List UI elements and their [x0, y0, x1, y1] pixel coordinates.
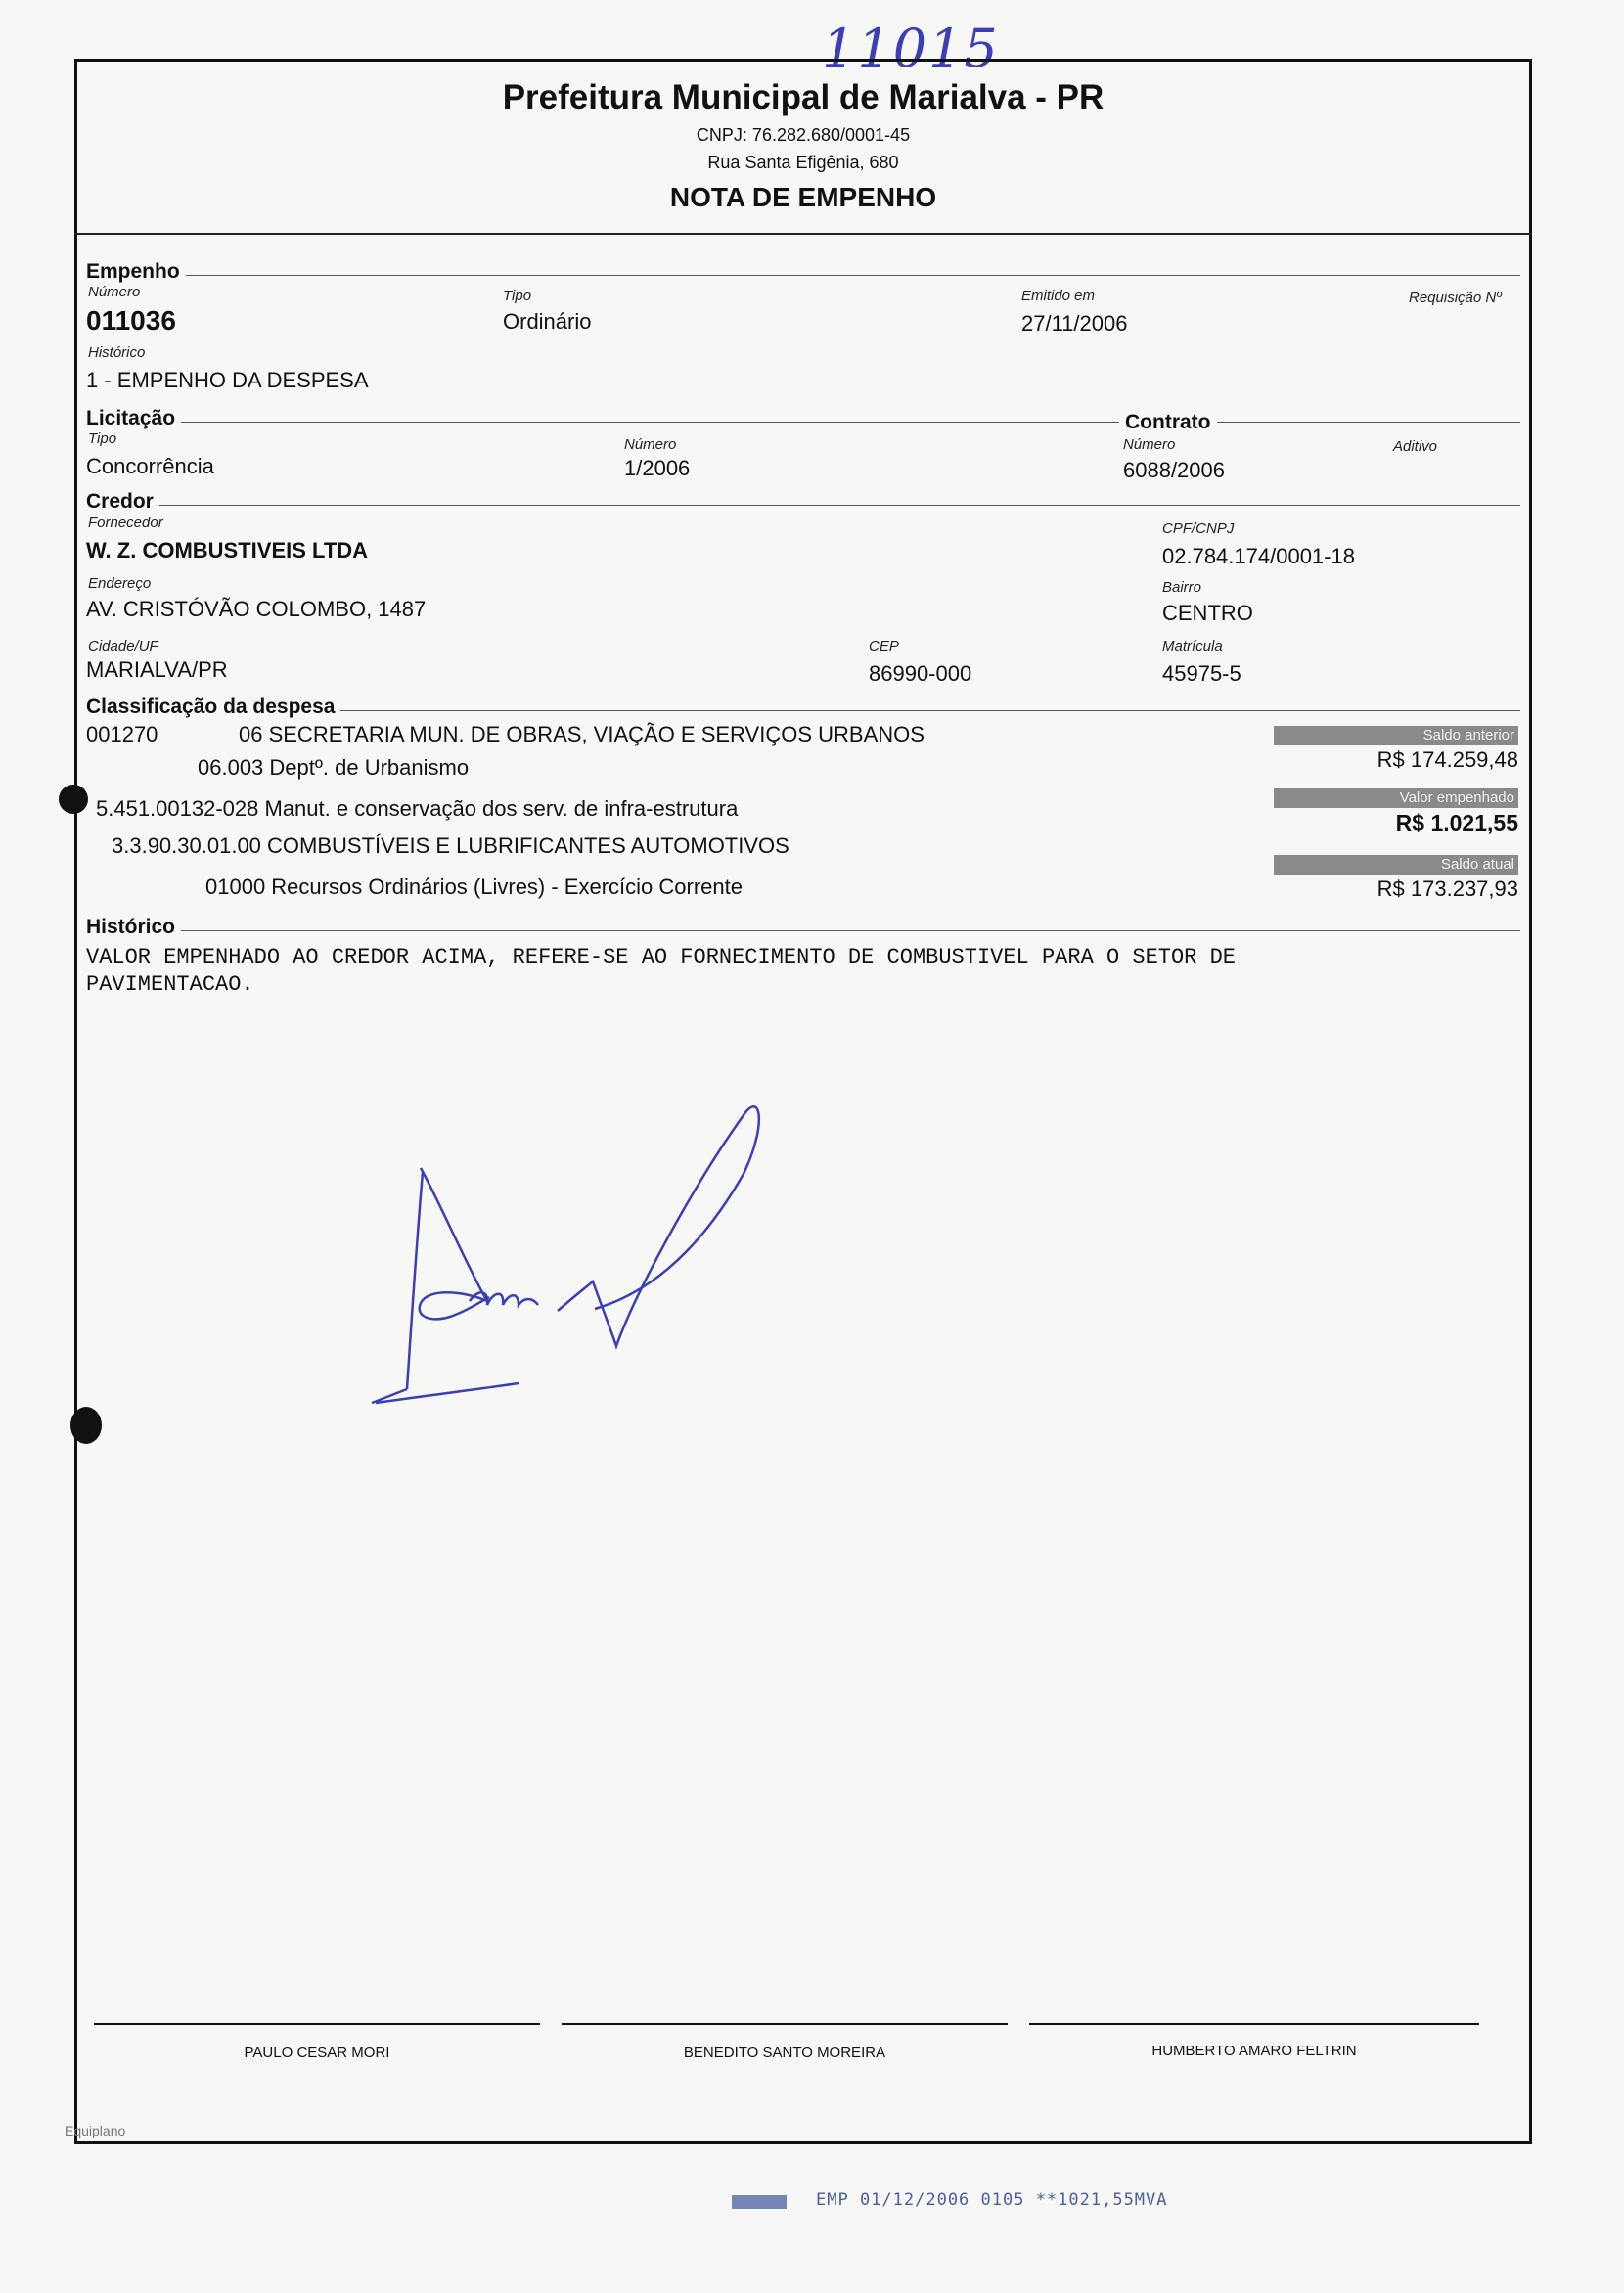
licitacao-tipo: Concorrência — [86, 454, 214, 478]
header-divider — [74, 233, 1532, 235]
footer-brand: Equiplano — [65, 2123, 126, 2138]
signatory-2: BENEDITO SANTO MOREIRA — [683, 2045, 886, 2061]
emitido-label: Emitido em — [1021, 288, 1096, 304]
credor-section-title: Credor — [86, 490, 159, 514]
handwritten-signature — [372, 1096, 802, 1418]
historico-section-title: Histórico — [86, 916, 181, 939]
cep-label: CEP — [869, 638, 899, 654]
credor-bairro: CENTRO — [1162, 601, 1253, 625]
signature-line-2 — [562, 2023, 1008, 2025]
classificacao-recurso: 01000 Recursos Ordinários (Livres) - Exercício Corrente — [205, 875, 743, 899]
classificacao-unidade: 06.003 Deptº. de Urbanismo — [198, 755, 470, 780]
contrato-aditivo-label: Aditivo — [1393, 438, 1438, 455]
credor-cep: 86990-000 — [869, 661, 972, 686]
empenho-historico: 1 - EMPENHO DA DESPESA — [86, 368, 369, 392]
credor-rule — [86, 505, 1520, 506]
doc-title: NOTA DE EMPENHO — [669, 182, 937, 212]
empenho-tipo-label: Tipo — [503, 288, 532, 304]
signature-line-1 — [94, 2023, 540, 2025]
licitacao-numero: 1/2006 — [624, 456, 691, 480]
classificacao-code: 001270 — [86, 722, 158, 746]
credor-cidade: MARIALVA/PR — [86, 657, 228, 682]
classificacao-orgao: 06 SECRETARIA MUN. DE OBRAS, VIAÇÃO E SERVIÇOS URBANOS — [239, 722, 925, 746]
classificacao-section-title: Classificação da despesa — [86, 696, 340, 719]
saldo-anterior-label: Saldo anterior — [1274, 726, 1518, 745]
saldo-atual-value: R$ 173.237,93 — [1376, 877, 1518, 901]
contrato-section-title: Contrato — [1119, 411, 1217, 434]
requisicao-label: Requisição Nº — [1409, 290, 1502, 306]
historico-rule — [86, 930, 1520, 931]
credor-matricula: 45975-5 — [1162, 661, 1241, 686]
valor-empenhado-value: R$ 1.021,55 — [1395, 810, 1518, 835]
licitacao-section-title: Licitação — [86, 407, 181, 430]
endereco-label: Endereço — [88, 575, 152, 592]
classificacao-natureza: 3.3.90.30.01.00 COMBUSTÍVEIS E LUBRIFICANTES AUTOMOTIVOS — [112, 833, 789, 858]
empenho-rule — [86, 275, 1520, 276]
valor-empenhado-label: Valor empenhado — [1274, 788, 1518, 808]
historico-line-2: PAVIMENTACAO. — [86, 972, 254, 997]
saldo-anterior-value: R$ 174.259,48 — [1376, 747, 1518, 772]
credor-cnpj: 02.784.174/0001-18 — [1162, 544, 1355, 568]
page-title: Prefeitura Municipal de Marialva - PR — [502, 78, 1105, 116]
matricula-label: Matrícula — [1162, 638, 1223, 654]
empenho-numero-label: Número — [88, 284, 141, 300]
empenho-section-title: Empenho — [86, 260, 186, 284]
bairro-label: Bairro — [1162, 579, 1202, 596]
licitacao-numero-label: Número — [624, 436, 677, 453]
cidade-label: Cidade/UF — [88, 638, 158, 654]
signatory-1: PAULO CESAR MORI — [244, 2045, 390, 2061]
header-cnpj: CNPJ: 76.282.680/0001-45 — [696, 125, 911, 145]
contrato-numero-label: Número — [1123, 436, 1176, 453]
emitido-date: 27/11/2006 — [1021, 311, 1128, 336]
punch-hole-bottom — [70, 1407, 102, 1444]
empenho-numero: 011036 — [86, 305, 176, 336]
stamp-mark-icon — [732, 2195, 787, 2209]
licitacao-tipo-label: Tipo — [88, 430, 117, 447]
fornecedor-name: W. Z. COMBUSTIVEIS LTDA — [86, 538, 369, 562]
punch-hole-top — [59, 785, 88, 814]
historico-line-1: VALOR EMPENHADO AO CREDOR ACIMA, REFERE-SE AO FORNECIMENTO DE COMBUSTIVEL PARA O SETOR DE — [86, 945, 1236, 969]
fornecedor-label: Fornecedor — [88, 515, 163, 531]
classificacao-funcional: 5.451.00132-028 Manut. e conservação dos serv. de infra-estrutura — [96, 796, 739, 821]
bottom-stamp: EMP 01/12/2006 0105 **1021,55MVA — [816, 2190, 1168, 2210]
saldo-atual-label: Saldo atual — [1274, 855, 1518, 875]
signature-line-3 — [1029, 2023, 1479, 2025]
header-address: Rua Santa Efigênia, 680 — [707, 153, 899, 172]
credor-endereco: AV. CRISTÓVÃO COLOMBO, 1487 — [86, 597, 427, 621]
empenho-historico-label: Histórico — [88, 344, 146, 361]
licitacao-rule — [86, 422, 1520, 423]
contrato-numero: 6088/2006 — [1123, 458, 1225, 482]
cnpj-label: CPF/CNPJ — [1162, 520, 1235, 537]
handwritten-page-number: 11015 — [822, 18, 1000, 79]
empenho-tipo: Ordinário — [503, 309, 592, 334]
signatory-3: HUMBERTO AMARO FELTRIN — [1151, 2043, 1357, 2059]
